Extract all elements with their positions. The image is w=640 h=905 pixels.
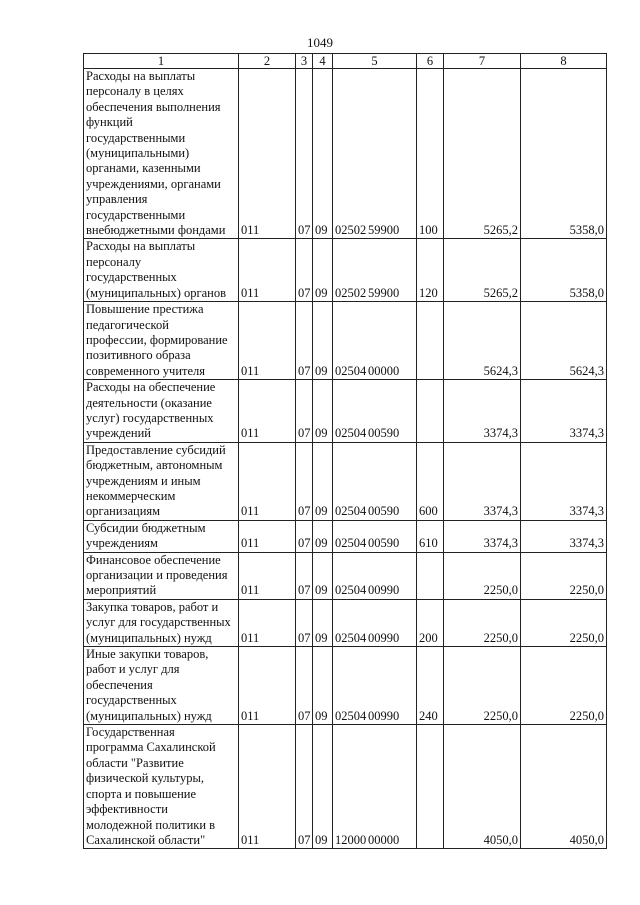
header-col-4: 4 (313, 54, 333, 69)
expense-type-code: 240 (417, 647, 444, 725)
table-row (84, 647, 607, 725)
expense-type-code: 600 (417, 442, 444, 520)
admin-code: 011 (239, 69, 296, 239)
amount-year-1: 3374,3 (444, 442, 521, 520)
table-row (84, 725, 607, 849)
amount-year-2: 5624,3 (521, 302, 607, 380)
target-article-code (333, 239, 417, 302)
row-name-line: некоммерческим (86, 488, 176, 503)
target-article-code (333, 552, 417, 599)
row-name (84, 380, 239, 443)
row-name-line: услуг для государственных (86, 615, 231, 630)
target-article-code-part-1: 02502 (335, 223, 367, 238)
row-name-line: физической культуры, (86, 771, 204, 786)
expense-type-code: 120 (417, 239, 444, 302)
subsection-code: 09 (313, 239, 333, 302)
row-name-line: учреждениями, органами (86, 176, 221, 191)
target-article-code-part-2: 59900 (368, 223, 400, 238)
admin-code: 011 (239, 302, 296, 380)
subsection-code: 09 (313, 552, 333, 599)
amount-year-2: 3374,3 (521, 442, 607, 520)
admin-code: 011 (239, 599, 296, 646)
amount-year-1: 2250,0 (444, 647, 521, 725)
row-name-line: функций (86, 115, 133, 130)
table-row (84, 380, 607, 443)
amount-year-1: 4050,0 (444, 725, 521, 849)
section-code: 07 (296, 380, 313, 443)
row-name-line: организациям (86, 504, 161, 519)
header-col-5: 5 (333, 54, 417, 69)
section-code: 07 (296, 69, 313, 239)
row-name (84, 302, 239, 380)
row-name-line: молодежной политики в (86, 817, 216, 832)
amount-year-1: 3374,3 (444, 520, 521, 552)
target-article-code (333, 380, 417, 443)
header-row (84, 54, 607, 69)
page-number: 1049 (307, 35, 333, 50)
target-article-code-part-2: 00990 (368, 583, 400, 598)
header-col-7: 7 (444, 54, 521, 69)
row-name-line: эффективности (86, 802, 168, 817)
amount-year-2: 5358,0 (521, 69, 607, 239)
admin-code: 011 (239, 647, 296, 725)
row-name-line: Субсидии бюджетным (86, 520, 206, 535)
subsection-code: 09 (313, 725, 333, 849)
target-article-code-part-1: 02504 (335, 504, 367, 519)
amount-year-1: 2250,0 (444, 552, 521, 599)
expense-type-code (417, 302, 444, 380)
row-name-line: мероприятий (86, 583, 157, 598)
row-name-line: Предоставление субсидий (86, 442, 226, 457)
admin-code: 011 (239, 380, 296, 443)
row-name-line: спорта и повышение (86, 786, 197, 801)
target-article-code (333, 302, 417, 380)
row-name (84, 552, 239, 599)
row-name-line: работ и услуг для (86, 662, 180, 677)
row-name-line: государственных (86, 270, 177, 285)
amount-year-2: 3374,3 (521, 520, 607, 552)
subsection-code: 09 (313, 442, 333, 520)
expense-type-code: 610 (417, 520, 444, 552)
row-name-line: бюджетным, автономным (86, 458, 223, 473)
target-article-code-part-1: 02504 (335, 708, 367, 723)
admin-code: 011 (239, 520, 296, 552)
row-name-line: (муниципальных) нужд (86, 708, 212, 723)
row-name-line: Государственная (86, 725, 175, 740)
target-article-code-part-2: 00990 (368, 708, 400, 723)
target-article-code-part-2: 00000 (368, 363, 400, 378)
row-name-line: Повышение престижа (86, 302, 204, 317)
target-article-code (333, 69, 417, 239)
row-name-line: государственных (86, 693, 177, 708)
table-row (84, 599, 607, 646)
row-name-line: Закупка товаров, работ и (86, 599, 219, 614)
target-article-code-part-1: 02504 (335, 363, 367, 378)
expense-type-code (417, 552, 444, 599)
subsection-code: 09 (313, 69, 333, 239)
row-name (84, 599, 239, 646)
target-article-code (333, 520, 417, 552)
target-article-code-part-2: 00990 (368, 630, 400, 645)
section-code: 07 (296, 239, 313, 302)
row-name-line: персоналу в целях (86, 84, 184, 99)
row-name-line: Сахалинской области" (86, 832, 206, 847)
expense-type-code (417, 725, 444, 849)
row-name (84, 239, 239, 302)
row-name-line: (муниципальными) (86, 146, 190, 161)
row-name-line: позитивного образа (86, 348, 191, 363)
target-article-code-part-2: 59900 (368, 285, 400, 300)
amount-year-1: 5624,3 (444, 302, 521, 380)
row-name-line: (муниципальных) органов (86, 285, 227, 300)
table-row (84, 69, 607, 239)
row-name-line: государственными (86, 207, 186, 222)
row-name-line: обеспечения выполнения (86, 99, 221, 114)
target-article-code (333, 647, 417, 725)
subsection-code: 09 (313, 520, 333, 552)
row-name-line: программа Сахалинской (86, 740, 216, 755)
amount-year-1: 3374,3 (444, 380, 521, 443)
row-name-line: деятельности (оказание (86, 395, 212, 410)
subsection-code: 09 (313, 380, 333, 443)
amount-year-1: 5265,2 (444, 69, 521, 239)
row-name-line: современного учителя (86, 363, 206, 378)
admin-code: 011 (239, 725, 296, 849)
subsection-code: 09 (313, 647, 333, 725)
row-name (84, 725, 239, 849)
amount-year-2: 2250,0 (521, 647, 607, 725)
header-col-8: 8 (521, 54, 607, 69)
section-code: 07 (296, 725, 313, 849)
target-article-code-part-2: 00000 (368, 832, 400, 847)
row-name-line: педагогической (86, 317, 169, 332)
row-name-line: Финансовое обеспечение (86, 552, 221, 567)
target-article-code-part-1: 02504 (335, 630, 367, 645)
row-name-line: органами, казенными (86, 161, 201, 176)
section-code: 07 (296, 552, 313, 599)
section-code: 07 (296, 442, 313, 520)
section-code: 07 (296, 520, 313, 552)
row-name-line: государственными (86, 130, 186, 145)
row-name-line: обеспечения (86, 677, 153, 692)
row-name (84, 442, 239, 520)
row-name-line: области "Развитие (86, 755, 184, 770)
row-name-line: учреждений (86, 426, 151, 441)
header-col-2: 2 (239, 54, 296, 69)
expense-type-code: 200 (417, 599, 444, 646)
table-row (84, 520, 607, 552)
section-code: 07 (296, 647, 313, 725)
target-article-code-part-1: 02504 (335, 536, 367, 551)
target-article-code-part-2: 00590 (368, 536, 400, 551)
expense-type-code (417, 380, 444, 443)
row-name-line: Иные закупки товаров, (86, 647, 209, 662)
row-name-line: услуг) государственных (86, 410, 214, 425)
header-col-1: 1 (84, 54, 239, 69)
row-name-line: Расходы на выплаты (86, 69, 196, 83)
section-code: 07 (296, 599, 313, 646)
section-code: 07 (296, 302, 313, 380)
table-row (84, 239, 607, 302)
target-article-code (333, 725, 417, 849)
row-name-line: профессии, формирование (86, 332, 228, 347)
row-name (84, 647, 239, 725)
admin-code: 011 (239, 552, 296, 599)
expense-type-code: 100 (417, 69, 444, 239)
row-name (84, 520, 239, 552)
admin-code: 011 (239, 239, 296, 302)
table-row (84, 302, 607, 380)
row-name-line: учреждениям (86, 536, 158, 551)
amount-year-1: 5265,2 (444, 239, 521, 302)
budget-table-body (84, 69, 607, 849)
row-name-line: (муниципальных) нужд (86, 630, 212, 645)
amount-year-2: 3374,3 (521, 380, 607, 443)
amount-year-2: 2250,0 (521, 552, 607, 599)
budget-table (83, 53, 607, 849)
target-article-code-part-1: 12000 (335, 832, 367, 847)
row-name (84, 69, 239, 239)
target-article-code-part-1: 02502 (335, 285, 367, 300)
subsection-code: 09 (313, 302, 333, 380)
table-row (84, 552, 607, 599)
row-name-line: учреждениям и иным (86, 473, 201, 488)
target-article-code-part-1: 02504 (335, 583, 367, 598)
amount-year-1: 2250,0 (444, 599, 521, 646)
row-name-line: организации и проведения (86, 568, 228, 582)
target-article-code (333, 442, 417, 520)
header-col-3: 3 (296, 54, 313, 69)
header-col-6: 6 (417, 54, 444, 69)
target-article-code (333, 599, 417, 646)
amount-year-2: 5358,0 (521, 239, 607, 302)
admin-code: 011 (239, 442, 296, 520)
row-name-line: Расходы на выплаты (86, 239, 196, 254)
target-article-code-part-2: 00590 (368, 504, 400, 519)
amount-year-2: 2250,0 (521, 599, 607, 646)
subsection-code: 09 (313, 599, 333, 646)
row-name-line: персоналу (86, 254, 142, 269)
table-row (84, 442, 607, 520)
amount-year-2: 4050,0 (521, 725, 607, 849)
row-name-line: внебюджетными фондами (86, 223, 226, 238)
target-article-code-part-2: 00590 (368, 426, 400, 441)
row-name-line: Расходы на обеспечение (86, 380, 216, 395)
target-article-code-part-1: 02504 (335, 426, 367, 441)
row-name-line: управления (86, 192, 148, 207)
